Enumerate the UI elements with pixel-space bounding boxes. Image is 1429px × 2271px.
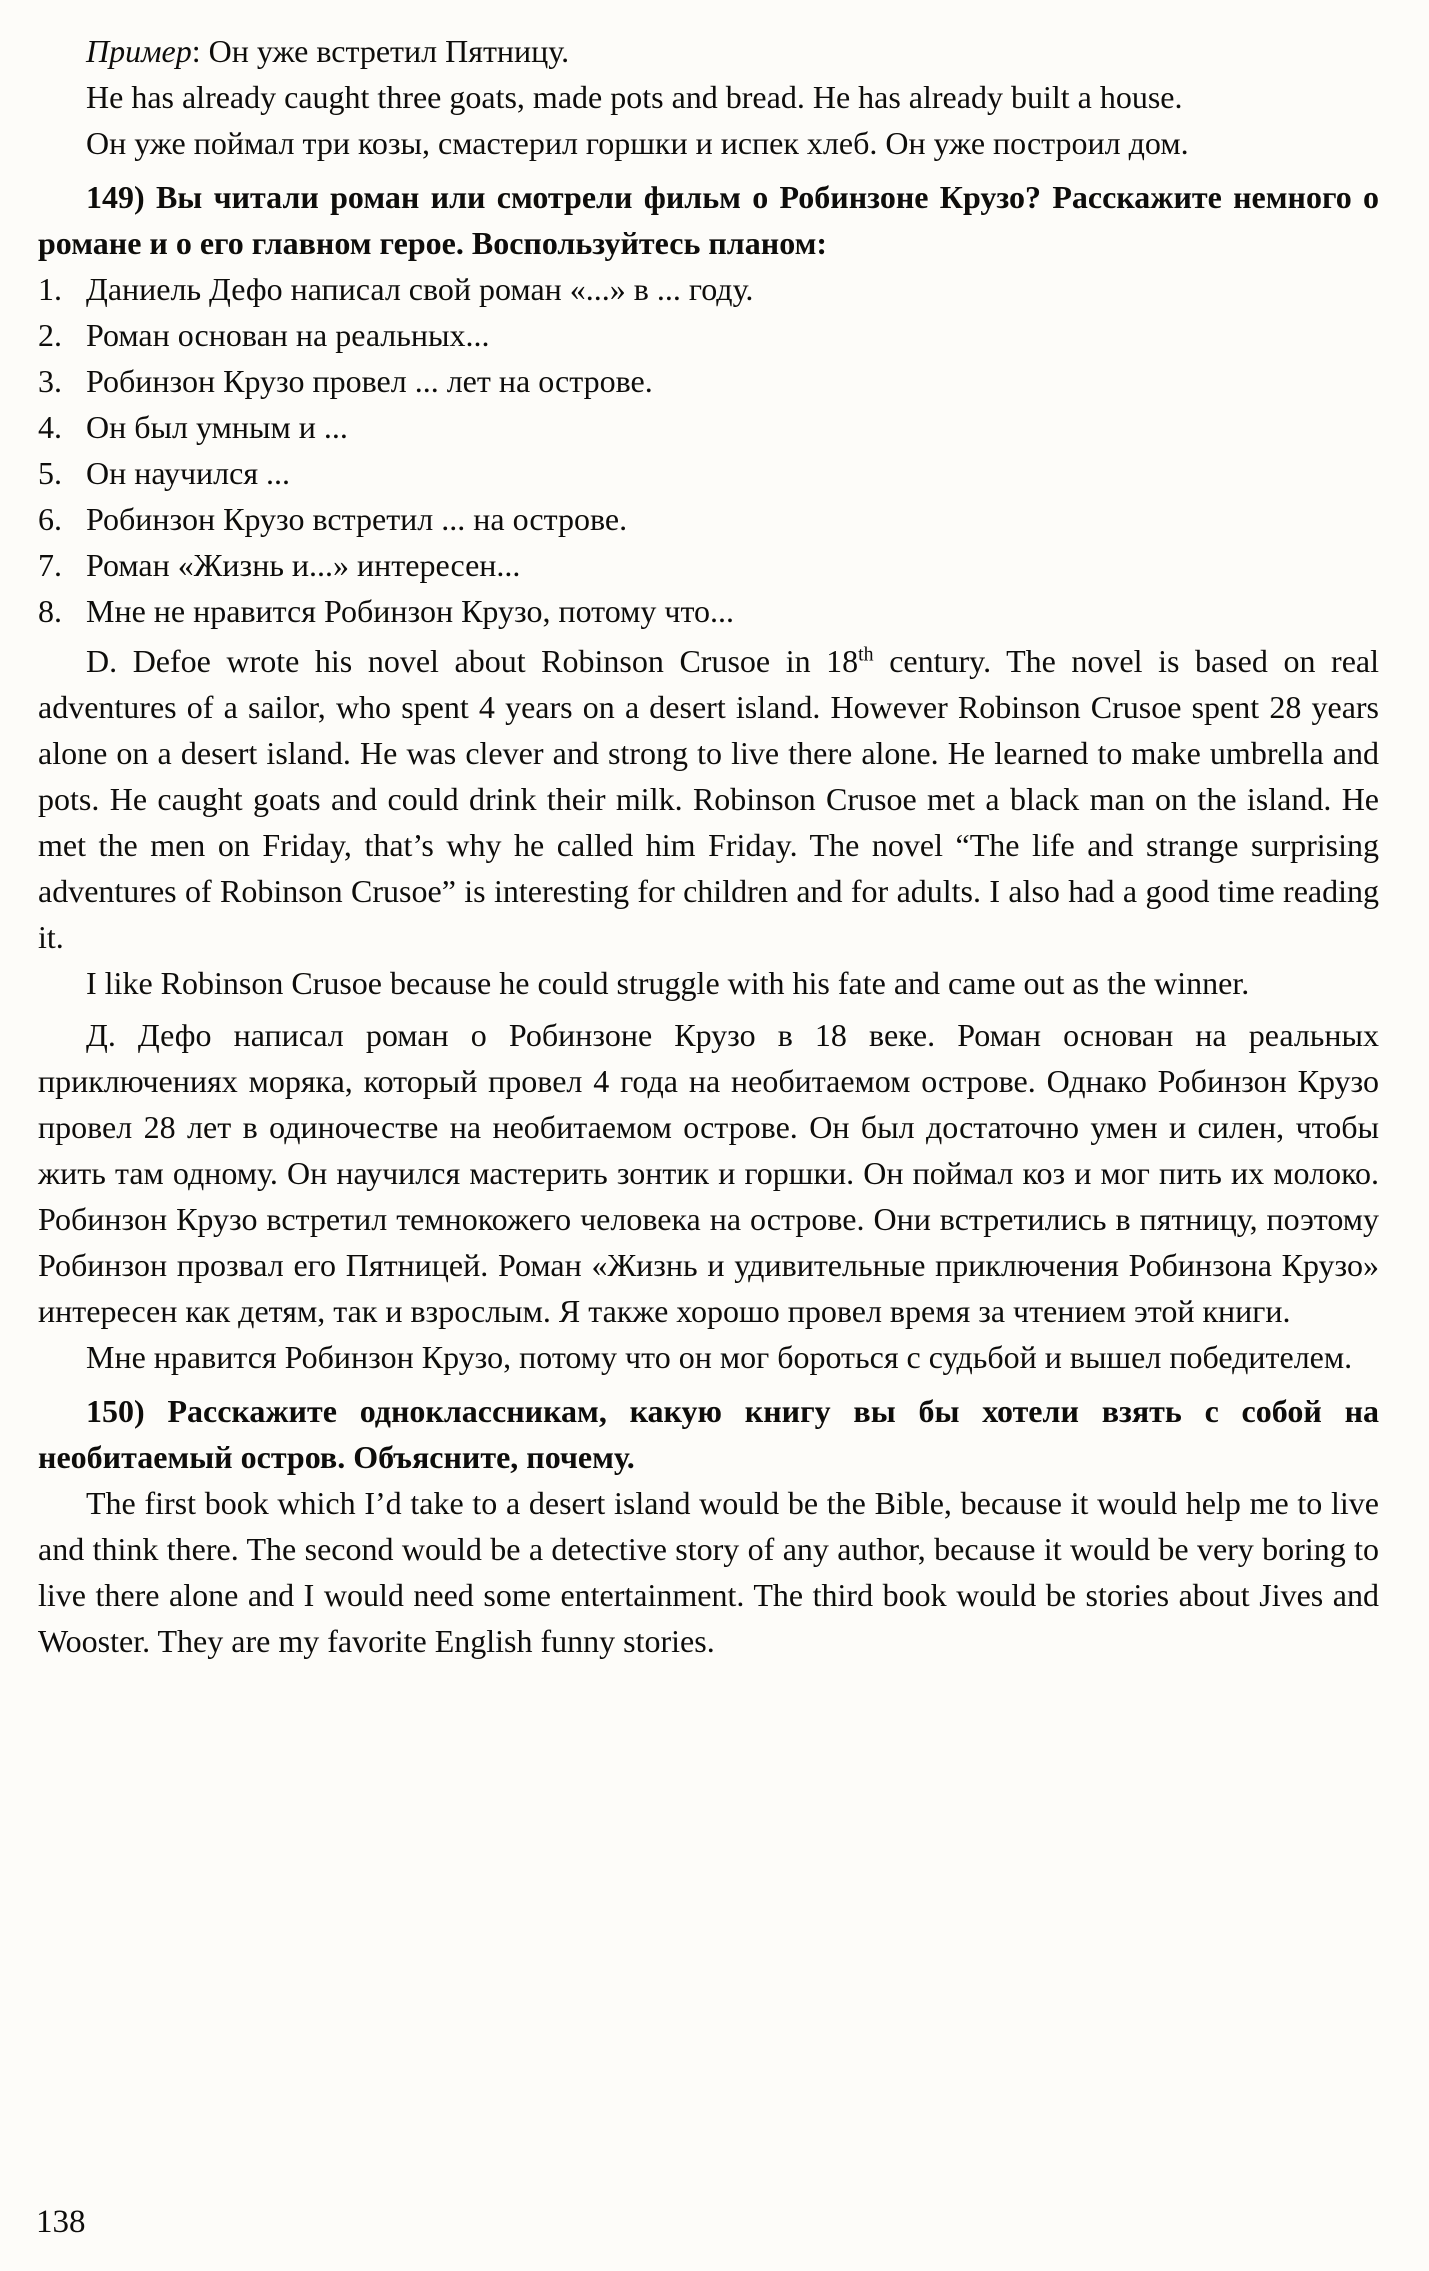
plan-item-number: 2. — [38, 317, 62, 353]
plan-item-text: Робинзон Крузо встретил ... на острове. — [86, 501, 628, 537]
example-label: Пример — [86, 33, 192, 69]
plan-item-7 — [38, 542, 1379, 588]
plan-item-5 — [38, 450, 1379, 496]
essay-english-part2: century. The novel is based on real adventures of a sailor, who spent 4 years on a desert island. However Robinson Crusoe spent 28 years alone on a desert island. He was clever and strong to live there alone. He learned to make umbrella and pots. He caught goats and could drink their milk. Robinson Crusoe met a black man on the island. He met the men on Friday, that’s why he called him Friday. The novel “The life and strange surprising adventures of Robinson Crusoe” is interesting for children and for adults. I also had a good time reading it. — [38, 643, 1380, 955]
example-text: : Он уже встретил Пятницу. — [191, 33, 570, 69]
plan-item-1 — [38, 266, 1379, 312]
paragraph-essay-russian: Д. Дефо написал роман о Робинзоне Крузо в 18 веке. Роман основан на реальных приключениях моряка, который провел 4 года на необитаемом острове. Однако Робинзон Крузо провел 28 лет в одиночестве на необитаемом острове. Он был достаточно умен и силен, чтобы жить там одному. Он научился мастерить зонтик и горшки. Он поймал коз и мог пить их молоко. Робинзон Крузо встретил темнокожего человека на острове. Они встретились в пятницу, поэтому Робинзон прозвал его Пятницей. Роман «Жизнь и удивительные приключения Робинзона Крузо» интересен как детям, так и взрослым. Я также хорошо провел время за чтением этой книги. — [38, 1017, 1379, 1329]
paragraph-task-150-answer: The first book which I’d take to a desert island would be the Bible, because it would help me to live and think there. The second would be a detective story of any author, because it would be very boring to live there alone and I would need some entertainment. The third book would be stories about Jives and Wooster. They are my favorite English funny stories. — [38, 1485, 1379, 1659]
example-line — [38, 28, 1379, 74]
plan-item-text: Даниель Дефо написал свой роман «...» в ... году. — [86, 271, 754, 307]
plan-item-number: 8. — [38, 593, 62, 629]
plan-item-text: Роман основан на реальных... — [86, 317, 490, 353]
task-150-heading: 150) Расскажите одноклассникам, какую книгу вы бы хотели взять с собой на необитаемый остров. Объясните, почему. — [38, 1393, 1379, 1475]
task-149-plan-list — [38, 266, 1379, 634]
plan-item-text: Мне не нравится Робинзон Крузо, потому что... — [86, 593, 735, 629]
plan-item-number: 7. — [38, 547, 62, 583]
plan-item-3 — [38, 358, 1379, 404]
paragraph-english-conclusion: I like Robinson Crusoe because he could struggle with his fate and came out as the winner. — [86, 965, 1250, 1001]
plan-item-number: 1. — [38, 271, 62, 307]
page-number: 138 — [36, 2204, 86, 2240]
plan-item-text: Он научился ... — [86, 455, 291, 491]
plan-item-6 — [38, 496, 1379, 542]
plan-item-number: 6. — [38, 501, 62, 537]
plan-item-text: Он был умным и ... — [86, 409, 348, 445]
paragraph-russian-conclusion: Мне нравится Робинзон Крузо, потому что он мог бороться с судьбой и вышел победителем. — [86, 1339, 1353, 1375]
ordinal-superscript: th — [858, 643, 874, 666]
plan-item-number: 3. — [38, 363, 62, 399]
plan-item-4 — [38, 404, 1379, 450]
plan-item-number: 4. — [38, 409, 62, 445]
task-149-heading: 149) Вы читали роман или смотрели фильм о Робинзоне Крузо? Расскажите немного о романе и о его главном герое. Воспользуйтесь планом: — [38, 179, 1379, 261]
plan-item-number: 5. — [38, 455, 62, 491]
paragraph-intro-russian: Он уже поймал три козы, смастерил горшки и испек хлеб. Он уже построил дом. — [86, 125, 1189, 161]
paragraph-essay-english — [38, 638, 1379, 960]
plan-item-text: Роман «Жизнь и...» интересен... — [86, 547, 521, 583]
essay-english-part1: D. Defoe wrote his novel about Robinson Crusoe in 18 — [86, 643, 859, 679]
plan-item-8 — [38, 588, 1379, 634]
plan-item-2 — [38, 312, 1379, 358]
plan-item-text: Робинзон Крузо провел ... лет на острове. — [86, 363, 653, 399]
paragraph-intro-english: He has already caught three goats, made pots and bread. He has already built a house. — [86, 79, 1183, 115]
